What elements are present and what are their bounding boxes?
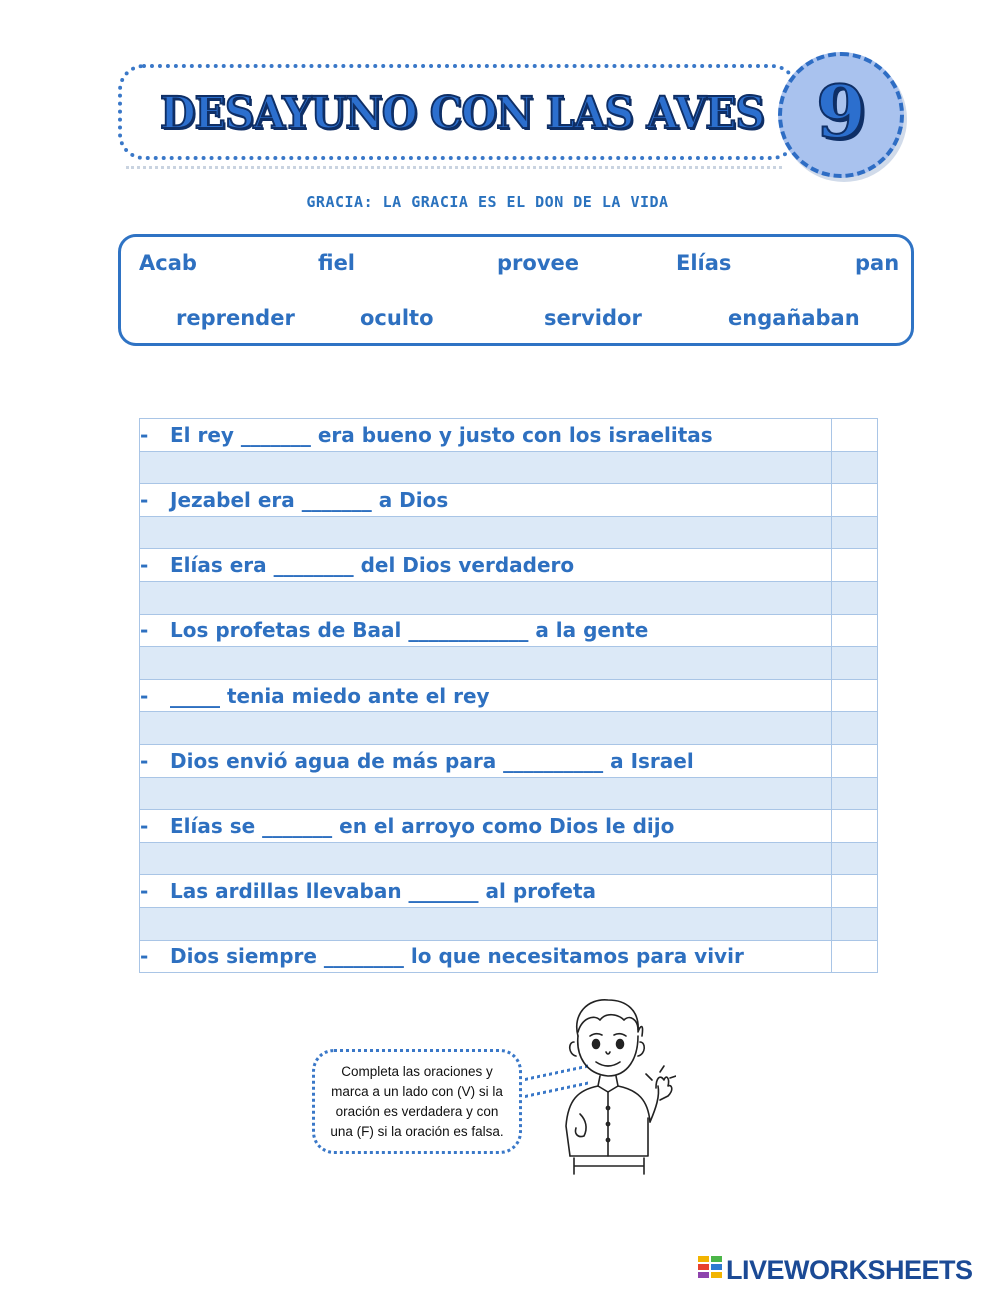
word-bank-item: reprender [176, 306, 295, 330]
true-false-answer-cell[interactable] [832, 679, 878, 712]
spacer-cell [140, 451, 832, 484]
spacer-cell [832, 581, 878, 614]
sentence-row [140, 875, 878, 908]
sentence-cell [140, 614, 832, 647]
spacer-cell [140, 516, 832, 549]
word-bank-item: engañaban [728, 306, 860, 330]
spacer-cell [832, 647, 878, 680]
spacer-cell [140, 907, 832, 940]
spacer-row [140, 581, 878, 614]
spacer-cell [140, 842, 832, 875]
sentence-row [140, 810, 878, 843]
sentence-row [140, 744, 878, 777]
sentence-cell [140, 875, 832, 908]
spacer-cell [832, 842, 878, 875]
liveworksheets-logo-icon [698, 1256, 724, 1284]
spacer-cell [140, 581, 832, 614]
word-bank-item: servidor [544, 306, 642, 330]
sentence-text: El rey _______ era bueno y justo con los israelitas [170, 422, 713, 447]
sentence-cell [140, 679, 832, 712]
sentence-cell [140, 744, 832, 777]
bullet-dash: - [140, 553, 149, 578]
sentence-text: Elías era ________ del Dios verdadero [170, 553, 575, 578]
sentence-cell [140, 419, 832, 452]
liveworksheets-logo [698, 1255, 998, 1285]
spacer-row [140, 907, 878, 940]
sentence-text: Jezabel era _______ a Dios [170, 487, 449, 512]
true-false-answer-cell[interactable] [832, 940, 878, 973]
liveworksheets-brand: LIVEWORKSHEETS [726, 1254, 973, 1285]
spacer-cell [832, 516, 878, 549]
true-false-answer-cell[interactable] [832, 614, 878, 647]
sentence-row [140, 614, 878, 647]
true-false-answer-cell[interactable] [832, 810, 878, 843]
bullet-dash: - [140, 422, 149, 447]
word-bank-item: fiel [318, 251, 356, 275]
sentence-row [140, 419, 878, 452]
bullet-dash: - [140, 683, 149, 708]
exercise-table [139, 418, 878, 973]
worksheet-subtitle: GRACIA: LA GRACIA ES EL DON DE LA VIDA [306, 193, 669, 211]
sentence-text: Dios siempre ________ lo que necesitamos para vivir [170, 944, 744, 969]
sentence-row [140, 679, 878, 712]
spacer-cell [140, 647, 832, 680]
lesson-number-badge [778, 52, 904, 178]
spacer-row [140, 647, 878, 680]
spacer-cell [140, 777, 832, 810]
sentence-cell [140, 810, 832, 843]
sentence-row [140, 484, 878, 517]
bullet-dash: - [140, 879, 149, 904]
sentence-text: Dios envió agua de más para __________ a Israel [170, 748, 694, 773]
instruction-bubble [312, 1049, 522, 1154]
sentence-text: Elías se _______ en el arroyo como Dios le dijo [170, 813, 675, 838]
true-false-answer-cell[interactable] [832, 484, 878, 517]
word-bank-item: oculto [360, 306, 434, 330]
spacer-cell [832, 712, 878, 745]
spacer-cell [832, 451, 878, 484]
bullet-dash: - [140, 487, 149, 512]
instruction-text: Completa las oraciones y marca a un lado con (V) si la oración es verdadera y con una (F) si la oración es falsa. [330, 1063, 504, 1139]
true-false-answer-cell[interactable] [832, 419, 878, 452]
boy-illustration [548, 996, 676, 1176]
sentence-row [140, 549, 878, 582]
true-false-answer-cell[interactable] [832, 875, 878, 908]
sentence-cell [140, 549, 832, 582]
sentence-row [140, 940, 878, 973]
sentence-text: _____ tenia miedo ante el rey [170, 683, 490, 708]
sentence-cell [140, 484, 832, 517]
spacer-row [140, 712, 878, 745]
word-bank-item: pan [855, 251, 900, 275]
spacer-row [140, 842, 878, 875]
spacer-cell [832, 907, 878, 940]
word-bank-item: Elías [676, 251, 732, 275]
sentence-text: Las ardillas llevaban _______ al profeta [170, 879, 597, 904]
sentence-cell [140, 940, 832, 973]
sentence-text: Los profetas de Baal ____________ a la gente [170, 618, 649, 643]
spacer-cell [832, 777, 878, 810]
true-false-answer-cell[interactable] [832, 549, 878, 582]
word-bank-item: Acab [139, 251, 197, 275]
spacer-row [140, 451, 878, 484]
banner-divider [126, 166, 782, 169]
word-bank-item: provee [497, 251, 579, 275]
spacer-cell [140, 712, 832, 745]
true-false-answer-cell[interactable] [832, 744, 878, 777]
lesson-number: 9 [815, 69, 867, 154]
bullet-dash: - [140, 944, 149, 969]
worksheet-title: DESAYUNO CON LAS AVES [160, 88, 765, 139]
spacer-row [140, 516, 878, 549]
bullet-dash: - [140, 813, 149, 838]
bullet-dash: - [140, 618, 149, 643]
bullet-dash: - [140, 748, 149, 773]
spacer-row [140, 777, 878, 810]
